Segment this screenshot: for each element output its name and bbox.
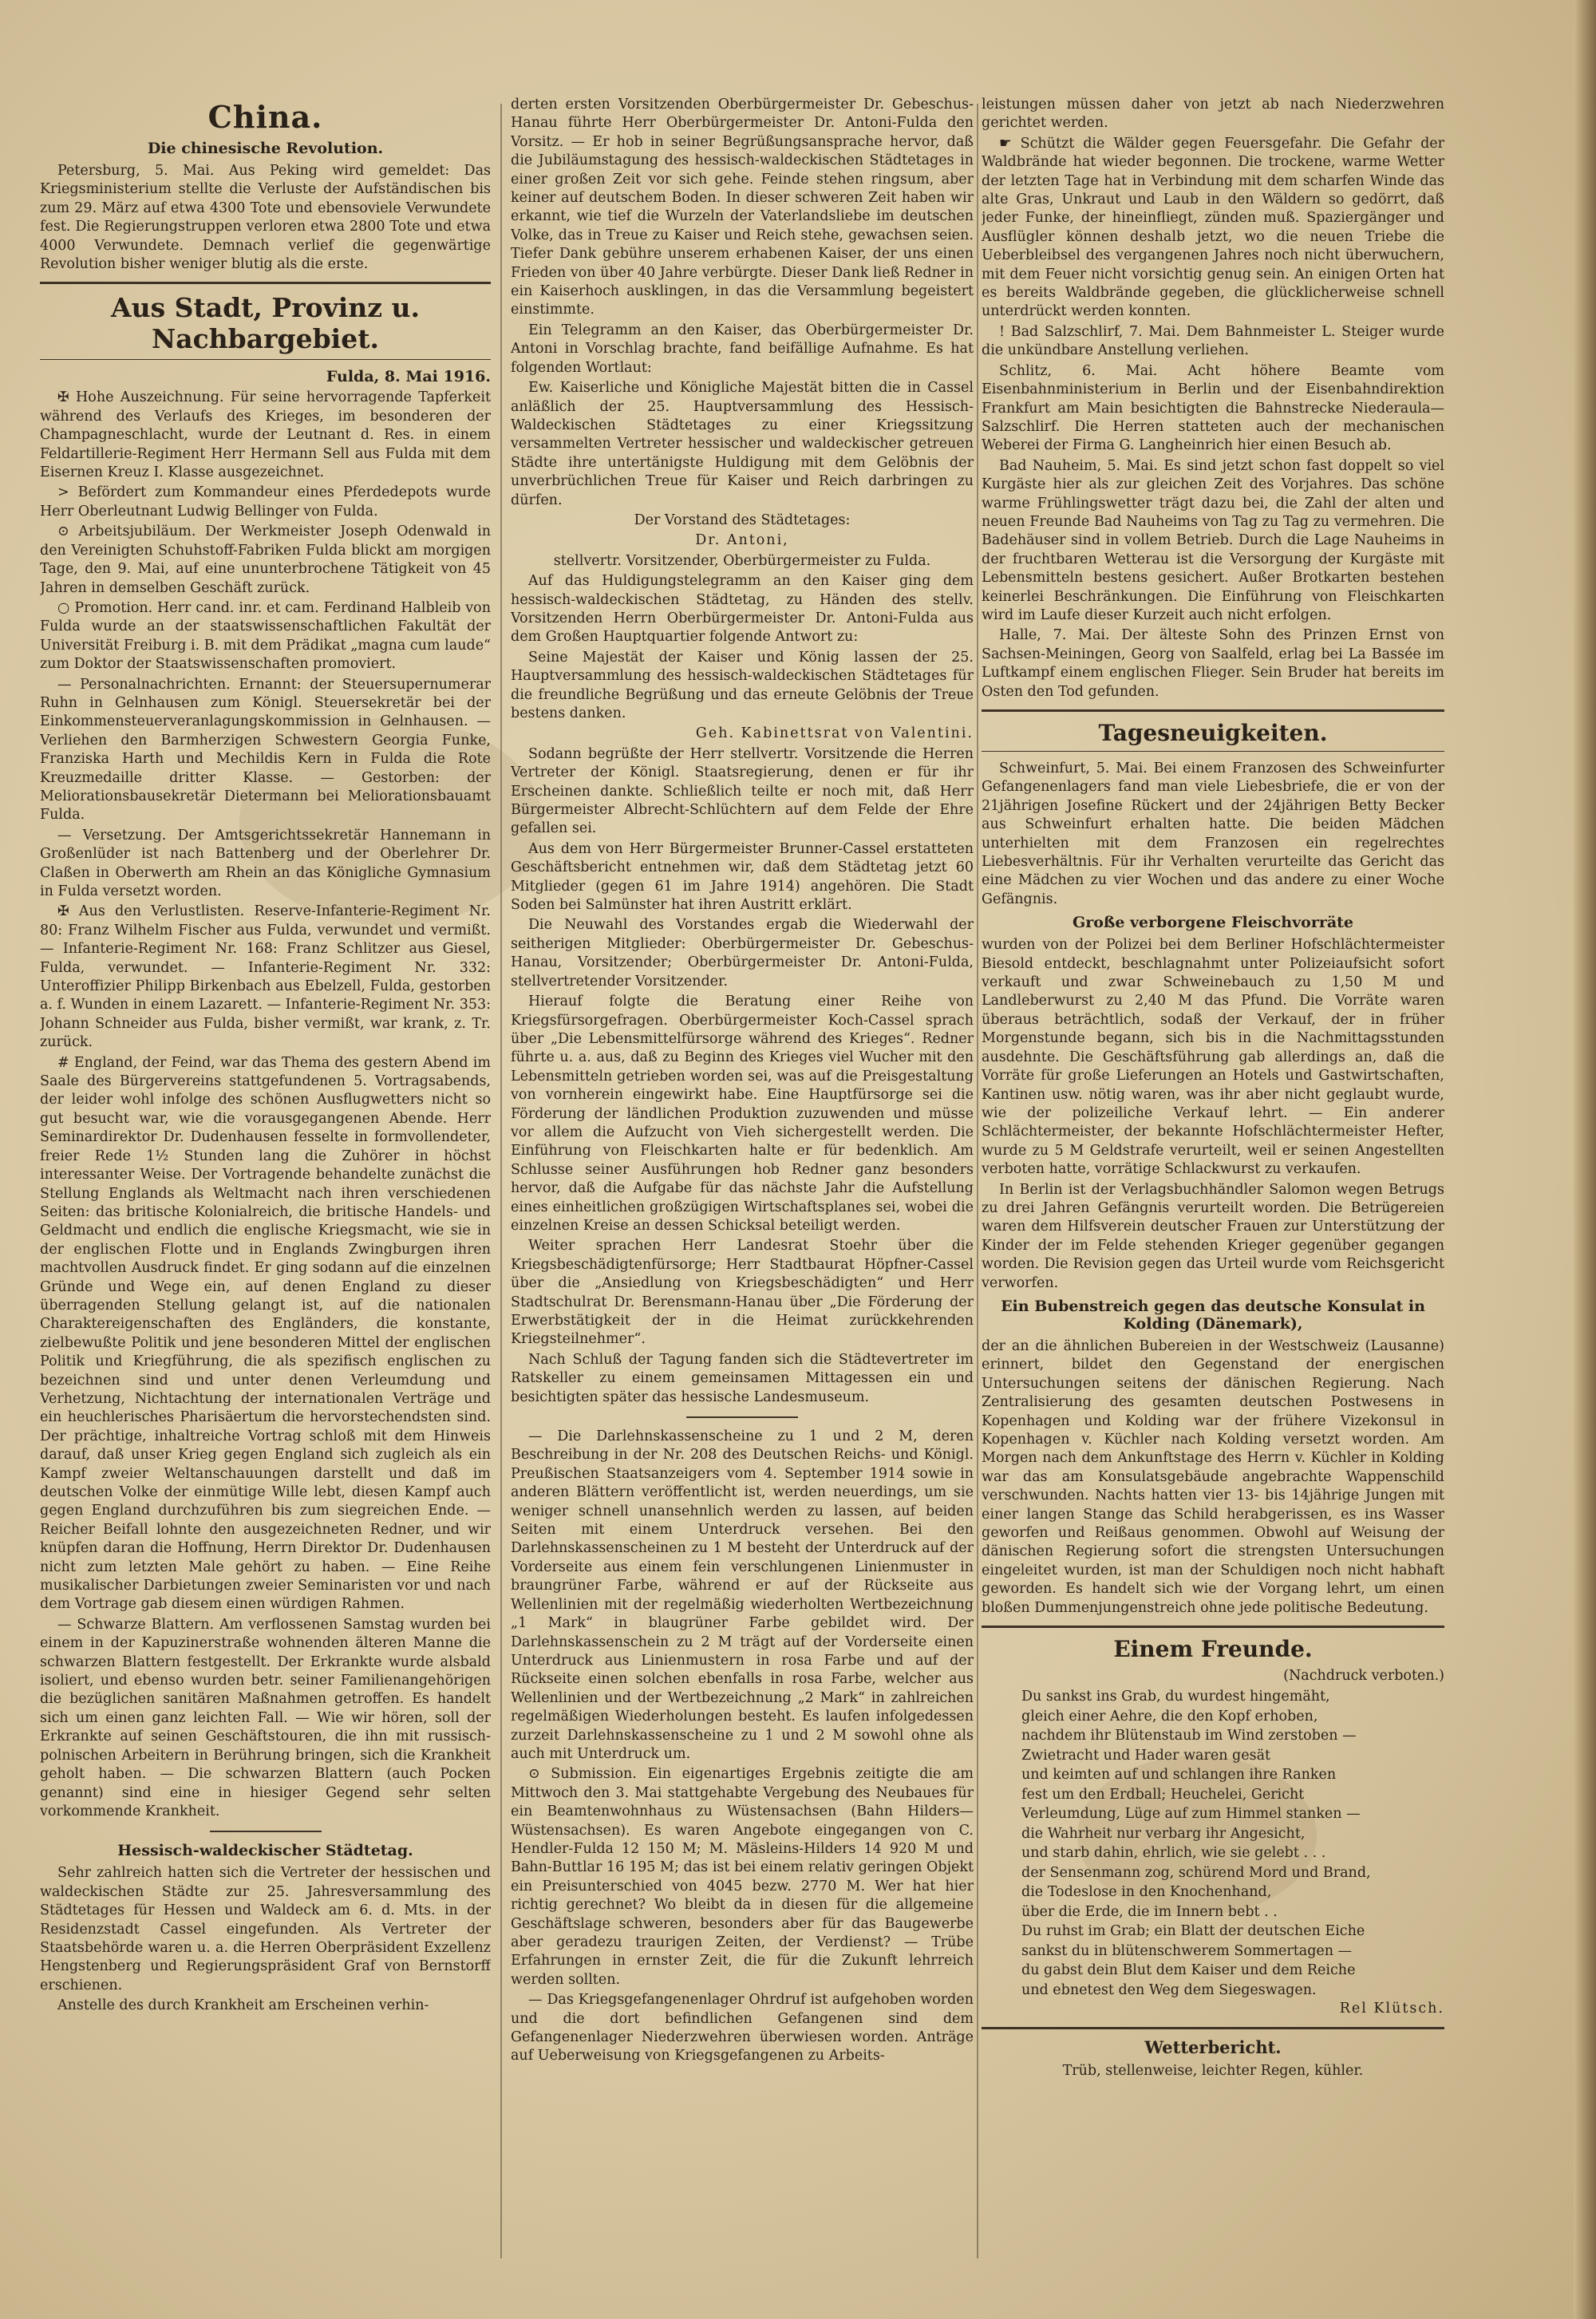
news-paragraph: Halle, 7. Mai. Der älteste Sohn des Prinzen Ernst von Sachsen-Meiningen, Georg von Saalfeld, erlag bei La Bassée im Luftkampf einem englischen Flieger. Sein Bruder hat bereits im Osten den Tod gefunden.: [982, 627, 1444, 700]
news-paragraph: Seine Majestät der Kaiser und König lassen der 25. Hauptversammlung des hessisch-waldeckischen Städtetages für die freundliche Begrüßung und das erneute Gelöbnis der Treue bestens danken.: [511, 649, 974, 721]
poem-line: Verleumdung, Lüge auf zum Himmel stanken —: [1021, 1806, 1361, 1823]
short-rule: [210, 1831, 322, 1832]
staedtetag-heading: Hessisch-waldeckischer Städtetag.: [117, 1842, 413, 1860]
column-2: [511, 96, 974, 2266]
poem: [982, 1687, 1444, 2000]
poem-line: Du sankst ins Grab, du wurdest hingemäht,: [1021, 1689, 1330, 1705]
china-subheading: Die chinesische Revolution.: [147, 140, 384, 157]
news-paragraph: ⊙ Submission. Ein eigenartiges Ergebnis zeitigte die am Mittwoch den 3. Mai stattgehabte Vergebung des Neubaues für ein Beamtenwohnhaus zu Wüstensachsen (Bahn Hilders—Wüstensachsen). Es waren Angebote eingegangen von C. Hendler-Fulda 12 150 M; M. Mäsleins-Hilders 14 920 M und Bahn-Buttlar 16 195 M; das ist bei einem relativ geringen Objekt ein Preisunterschied von 4045 bezw. 2770 M. Wer hat hier richtig gerechnet? Wo bleibt da in diesen für die allgemeine Geschäftslage schweren, besonders aber für das Baugewerbe aber geradezu traurigen Zeiten, der Verdienst? — Trübe Erfahrungen in ernster Zeit, die für die Zukunft lehrreich werden sollten.: [511, 1766, 974, 1988]
news-paragraph: Schweinfurt, 5. Mai. Bei einem Franzosen des Schweinfurter Gefangenenlagers fand man viele Liebesbriefe, die er von der 21jährigen Josefine Rückert und der 24jährigen Betty Becker aus Schweinfurt erhalten hatte. Die beiden Mädchen unterhielten mit dem Franzosen ein regelrechtes Liebesverhältnis. Für ihr Verhalten verurteilte das Gericht das eine Mädchen zu vier Wochen und das andere zu einer Woche Gefängnis.: [982, 760, 1444, 907]
poem-line: sankst du in blütenschwerem Sommertagen —: [1021, 1942, 1353, 1959]
page-binding-edge: [1574, 0, 1596, 2319]
section-title-stadt: Aus Stadt, Provinz u. Nachbargebiet.: [110, 292, 421, 355]
news-paragraph: — Personalnachrichten. Ernannt: der Steuersupernumerar Ruhn in Gelnhausen zum Königl. Steuersekretär bei der Einkommensteuerveranlagungskommission in Gelnhausen. — Verliehen den Barmherzigen Schwestern Georgia Funke, Franziska Harth und Mechildis Kern in Fulda die Rote Kreuzmedaille dritter Klasse. — Gestorben: der Meliorationsbausekretär Dietermann bei Meliorationsbauamt Fulda.: [40, 676, 491, 824]
poem-author: Rel Klütsch.: [1339, 2001, 1444, 2017]
short-rule: [686, 1416, 798, 1418]
poem-line: die Todeslose in den Knochenhand,: [1021, 1884, 1272, 1901]
poem-line: und ebnetest den Weg dem Siegeswagen.: [1021, 1981, 1317, 1998]
news-paragraph: Auf das Huldigungstelegramm an den Kaiser ging dem hessisch-waldeckischen Städtetag, zu Händen des stellv. Vorsitzenden Herrn Oberbürgermeister Dr. Antoni-Fulda aus dem Großen Hauptquartier folgende Antwort zu:: [511, 573, 974, 646]
section-rule: [982, 2027, 1444, 2029]
news-paragraph: Hierauf folgte die Beratung einer Reihe von Kriegsfürsorgefragen. Oberbürgermeister Koch-Cassel sprach über „Die Lebensmittelfürsorge während des Krieges“. Redner führte u. a. aus, daß zu Beginn des Krieges viel Wucher mit den Lebensmitteln getrieben worden sei, was auf die Preisgestaltung von vornherein eingewirkt habe. Eine Hauptfürsorge sei die Förderung der ländlichen Produktion zuzuwenden und müsse vor allem die Aufzucht von Vieh sichergestellt werden. Die Einführung von Fleischkarten halte er für bedenklich. Am Schlusse seiner Ausführungen hob Redner ganz besonders hervor, daß die Aufgabe für das nächste Jahr die Aufstellung eines einheitlichen großzügigen Wirtschaftsplanes sei, wobei die einzelnen Kreise an dessen Schicksal beteiligt werden.: [511, 994, 974, 1234]
telegram-text: Ew. Kaiserliche und Königliche Majestät bitten die in Cassel anläßlich der 25. Hauptversammlung des Hessisch-Waldeckischen Städtetages zu einer Kriegssitzung versammelten Vertreter hessischer und waldeckischer getreuen Städte ihre untertänigste Huldigung mit dem Gelöbnis der unverbrüchlichen Treue für Kaiser und Reich darbringen zu dürfen.: [511, 380, 974, 508]
section-rule: [982, 1626, 1444, 1628]
news-paragraph: Bad Nauheim, 5. Mai. Es sind jetzt schon fast doppelt so viel Kurgäste hier als zur gleichen Zeit des Vorjahres. Das schöne warme Frühlingswetter trägt dazu bei, die Zahl der alten und neuen Freunde Bad Nauheims von Tag zu Tag zu vermehren. Die Badehäuser sind in vollem Betrieb. Durch die Lage Nauheims in der fruchtbaren Wetterau ist die Versorgung der Kurgäste mit Lebensmitteln bestens gesichert. Außer Brotkarten bestehen keinerlei Beschränkungen. Die Einführung von Fleischkarten wird im Laufe dieser Kurzeit auch nicht erfolgen.: [982, 457, 1444, 623]
news-paragraph: # England, der Feind, war das Thema des gestern Abend im Saale des Bürgervereins stattgefundenen 5. Vortragsabends, der leider wohl infolge des schönen Ausflugwetters nicht so gut besucht war, wie die vorausgegangenen Abende. Herr Seminardirektor Dr. Dudenhausen fesselte in formvollendeter, freier Rede 1½ Stunden lang die Zuhörer in höchst interessanter Weise. Der Vortragende behandelte zunächst die Stellung Englands als Weltmacht nach ihren verschiedenen Seiten: das britische Kolonialreich, die britische Handels- und Geldmacht und endlich die englische Kriegsmacht, wie sie in der englischen Flotte und in Englands Zwingburgen ihren machtvollen Ausdruck findet. Er ging sodann auf die einzelnen Gründe und Wege ein, auf denen England zu dieser überragenden Stellung gelangt ist, auf die nationalen Charaktereigenschaften des Engländers, die konstante, zielbewußte Politik und jene besonderen Mittel der englischen Politik und Kriegführung, die als spezifisch englischen zu bezeichnen sind und unter denen Verleumdung und Verhetzung, Nichtachtung der internationalen Verträge und ein heuchlerisches Pharisäertum die hervorstechendsten sind. Der prächtige, inhaltreiche Vortrag schloß mit dem Hinweis darauf, daß unser Krieg gegen England sich zugleich als ein Kampf zweier Weltanschauungen darstellt und daß im deutschen Volke der einmütige Wille lebt, diesen Kampf auch gegen England durchzuführen bis zum siegreichen Ende. — Reicher Beifall lohnte den ausgezeichneten Redner, und wir knüpfen daran die Hoffnung, Herrn Direktor Dr. Dudenhausen nicht zum letzten Male gehört zu haben. — Eine Reihe musikalischer Darbietungen zweier Seminaristen vor und nach dem Vortrage gab diesem einen würdigen Rahmen.: [40, 1054, 491, 1613]
news-paragraph: Schlitz, 6. Mai. Acht höhere Beamte vom Eisenbahnministerium in Berlin und der Eisenbahndirektion Frankfurt am Main besichtigten die Bahnstrecke Niederaula—Salzschlirf. Die Herren statteten auch der mechanischen Weberei der Firma G. Langheinrich hier einen Besuch ab.: [982, 362, 1444, 454]
column-rule: [500, 104, 502, 2258]
section-rule-thin: [982, 751, 1444, 752]
section-rule-thin: [40, 359, 491, 360]
news-paragraph: Ein Telegramm an den Kaiser, das Oberbürgermeister Dr. Antoni in Vorschlag brachte, fand beifällige Aufnahme. Es hat folgenden Wortlaut:: [511, 322, 974, 376]
fleisch-heading: Große verborgene Fleischvorräte: [1072, 914, 1354, 932]
signature-name: Dr. Antoni,: [695, 532, 789, 549]
dateline: Fulda, 8. Mai 1916.: [326, 368, 491, 386]
signature-line: Der Vorstand des Städtetages:: [634, 512, 851, 528]
news-paragraph: — Schwarze Blattern. Am verflossenen Samstag wurden bei einem in der Kapuzinerstraße wohnenden älteren Manne die schwarzen Blattern festgestellt. Der Erkrankte wurde alsbald isoliert, und ebenso wurden betr. seiner Familienangehörigen die bezüglichen sanitären Maßnahmen getroffen. Es handelt sich um einen ganz leichten Fall. — Wie wir hören, soll der Erkrankte auf seinen Geschäftstouren, die ihn mit russisch-polnischen Arbeitern in Berührung bringen, sich die Krankheit geholt haben. — Die schwarzen Blattern (auch Pocken genannt) sind eine in hiesiger Gegend sehr selten vorkommende Krankheit.: [40, 1616, 491, 1819]
news-paragraph: ☛ Schützt die Wälder gegen Feuersgefahr. Die Gefahr der Waldbrände hat wieder begonnen. Die trockene, warme Wetter der letzten Tage hat in Verbindung mit dem scharfen Winde das alte Gras, Unkraut und Laub in den Wäldern so gedörrt, daß jeder Funke, der hineinfliegt, zünden muß. Spaziergänger und Ausflügler können deshalb jetzt, wo die neuen Triebe die Ueberbleibsel des vergangenen Jahres noch nicht überwuchern, mit dem Feuer nicht vorsichtig genug sein. An einigen Orten hat es bereits Waldbrände gegeben, die glücklicherweise schnell unterdrückt werden konnten.: [982, 135, 1444, 320]
news-paragraph: — Das Kriegsgefangenenlager Ohrdruf ist aufgehoben worden und die dort befindlichen Gefangenen sind dem Gefangenenlager Niederzwehren überwiesen worden. Anträge auf Ueberweisung von Kriegsgefangenen zu Arbeits-: [511, 1992, 974, 2064]
reprint-note: (Nachdruck verboten.): [1283, 1668, 1444, 1685]
news-paragraph: der an die ähnlichen Bubereien in der Westschweiz (Lausanne) erinnert, bildet den Gegenstand der energischen Untersuchungen seitens der dänischen Regierung. Nach Zentralisierung des gesamten deutschen Postwesens in Kopenhagen und Kolding war der frühere Vizekonsul in Kopenhagen v. Küchler nach Kolding versetzt worden. Am Morgen nach dem Ankunftstage des Herrn v. Küchler in Kolding war das am Konsulatsgebäude angebrachte Wappenschild verschwunden. Nachts hatten vier 13- bis 14jährige Jungen mit einer langen Stange das Schild herabgerissen, es ins Wasser geworfen und Reißaus genommen. Obwohl auf Weisung der dänischen Regierung sofort die strengsten Untersuchungen eingeleitet wurden, ist man der Schuldigen noch nicht habhaft geworden. Es handelt sich wie der Vorgang lehrt, um einen bloßen Dummenjungenstreich ohne jede politische Bedeutung.: [982, 1337, 1444, 1616]
news-paragraph: Anstelle des durch Krankheit am Erscheinen verhin-: [57, 1997, 429, 2014]
poem-line: nachdem ihr Blütenstaub im Wind zerstoben —: [1021, 1728, 1357, 1744]
news-paragraph: ! Bad Salzschlirf, 7. Mai. Dem Bahnmeister L. Steiger wurde die unkündbare Anstellung verliehen.: [982, 323, 1444, 359]
poem-line: Du ruhst im Grab; ein Blatt der deutschen Eiche: [1021, 1923, 1365, 1940]
section-title-freund: Einem Freunde.: [1113, 1636, 1313, 1663]
section-rule: [982, 709, 1444, 712]
news-paragraph: ✠ Hohe Auszeichnung. Für seine hervorragende Tapferkeit während des Verlaufs des Krieges, im besonderen der Champagneschlacht, wurde der Leutnant d. Res. in einem Feldartillerie-Regiment Herr Hermann Sell aus Fulda mit dem Eisernen Kreuz I. Klasse ausgezeichnet.: [40, 389, 491, 481]
signature-role: stellvertr. Vorsitzender, Oberbürgermeister zu Fulda.: [553, 552, 931, 569]
news-paragraph: Aus dem von Herr Bürgermeister Brunner-Cassel erstatteten Geschäftsbericht entnehmen wir, daß dem Städtetag jetzt 60 Mitglieder (gegen 61 im Jahre 1914) angehören. Die Stadt Soden bei Salmünster hat ihren Austritt erklärt.: [511, 840, 974, 914]
poem-line: du gabst dein Blut dem Kaiser und dem Reiche: [1021, 1962, 1356, 1979]
news-paragraph: Sehr zahlreich hatten sich die Vertreter der hessischen und waldeckischen Städte zur 25. Jahresversammlung des Städtetages für Hessen und Waldeck am 6. d. Mts. in der Residenzstadt Cassel eingefunden. Als Vertreter der Staatsbehörde waren u. a. die Herren Oberpräsident Exzellenz Hengstenberg und Regierungspräsident Graf von Bernstorff erschienen.: [40, 1865, 491, 1993]
news-paragraph: Nach Schluß der Tagung fanden sich die Städtevertreter im Ratskeller zu einem gemeinsamen Mittagessen ein und besichtigten später das hessische Landesmuseum.: [511, 1351, 974, 1405]
news-paragraph: In Berlin ist der Verlagsbuchhändler Salomon wegen Betrugs zu drei Jahren Gefängnis verurteilt worden. Die Betrügereien waren dem Hilfsverein deutscher Frauen zur Unterstützung der Kinder der im Felde stehenden Krieger gegenüber gegangen worden. Die Revision gegen das Urteil wurde vom Reichsgericht verworfen.: [982, 1181, 1444, 1291]
poem-line: und starb dahin, ehrlich, wie sie gelebt . . .: [1021, 1845, 1326, 1862]
poem-line: Zwietracht und Hader waren gesät: [1021, 1747, 1271, 1764]
news-paragraph: Weiter sprachen Herr Landesrat Stoehr über die Kriegsbeschädigtenfürsorge; Herr Stadtbaurat Höpfner-Cassel über die „Ansiedlung von Kriegsbeschädigten“ und Herr Stadtschulrat Dr. Berensmann-Hanau über „Die Förderung der Erwerbstätigkeit der in die Heimat zurückkehrenden Kriegsteilnehmer“.: [511, 1238, 974, 1348]
poem-line: fest um den Erdball; Heuchelei, Gericht: [1021, 1786, 1305, 1803]
news-paragraph: Sodann begrüßte der Herr stellvertr. Vorsitzende die Herren Vertreter der Königl. Staatsregierung, denen er für ihr Erscheinen dankte. Schließlich teilte er noch mit, daß Herr Bürgermeister Albrecht-Schlüchtern auf dem Felde der Ehre gefallen sei.: [511, 745, 974, 837]
poem-line: die Wahrheit nur verbarg ihr Angesicht,: [1021, 1825, 1306, 1842]
poem-line: gleich einer Aehre, die den Kopf erhoben,: [1021, 1708, 1318, 1724]
news-paragraph: leistungen müssen daher von jetzt ab nach Niederzwehren gerichtet werden.: [982, 97, 1444, 132]
section-rule: [40, 282, 491, 284]
news-paragraph: ✠ Aus den Verlustlisten. Reserve-Infanterie-Regiment Nr. 80: Franz Wilhelm Fischer aus Fulda, verwundet und vermißt. — Infanterie-Regiment Nr. 168: Franz Schlitzer aus Giesel, Fulda, verwundet. — Infanterie-Regiment Nr. 332: Unteroffizier Philipp Birkenbach aus Ebelzell, Fulda, gestorben a. f. Wunden in einem Lazarett. — Infanterie-Regiment Nr. 353: Johann Schneider aus Fulda, bisher vermißt, war krank, z. Tr. zurück.: [40, 903, 491, 1051]
column-1: [40, 96, 491, 2266]
news-paragraph: wurden von der Polizei bei dem Berliner Hofschlächtermeister Biesold entdeckt, beschlagnahmt unter Polizeiaufsicht sofort verkauft und zwar Schweinebauch zu 1,50 M und Landleberwurst zu 2,40 M das Pfund. Die Vorräte waren überaus beträchtlich, sodaß der Verkauf, der in früher Morgenstunde begann, sich bis in die Nachmittagsstunden ausdehnte. Die Geschäftsführung gab allerdings an, daß die Vorräte für große Lieferungen an Hotels und Gastwirtschaften, Kantinen usw. nötig waren, was ihr aber nicht geglaubt wurde, wie der polizeiliche Verkauf lehrt. — Ein anderer Schlächtermeister, der bekannte Hofschlächtermeister Hefter, wurde zu 5 M Geldstrafe verurteilt, weil er seinen Angestellten verboten hatte, vorrätige Schlackwurst zu verkaufen.: [982, 937, 1444, 1178]
column-3: [982, 96, 1444, 2274]
poem-line: über die Erde, die im Innern bebt . .: [1021, 1903, 1278, 1920]
news-paragraph: ○ Promotion. Herr cand. inr. et cam. Ferdinand Halbleib von Fulda wurde an der staatswissenschaftlichen Fakultät der Universität Freiburg i. B. mit dem Prädikat „magna cum laude“ zum Doktor der Staatswissenschaften promoviert.: [40, 599, 491, 673]
news-paragraph: derten ersten Vorsitzenden Oberbürgermeister Dr. Gebeschus-Hanau führte Herr Oberbürgermeister Dr. Antoni-Fulda den Vorsitz. — Er hob in seiner Begrüßungsansprache hervor, daß die Jubiläumstagung des hessisch-waldeckischen Städtetages in einer großen Zeit vor sich gehe. Feinde stehen ringsum, aber keiner auf deutschem Boden. In dieser schweren Zeit haben wir erkannt, wie tief die Wurzeln der Vaterlandsliebe im deutschen Volke, das in Treue zu Kaiser und Reich stehe, gewachsen seien. Tiefer Dank gebühre unserem erhabenen Kaiser, der uns einen Frieden von über 40 Jahre verbürgte. Dieser Dank ließ Redner in ein Kaiserhoch ausklingen, in das die Versammlung begeistert einstimmte.: [511, 97, 974, 318]
news-paragraph: — Die Darlehnskassenscheine zu 1 und 2 M, deren Beschreibung in der Nr. 208 des Deutschen Reichs- und Königl. Preußischen Staatsanzeigers vom 4. September 1914 sowie in anderen Blättern veröffentlicht ist, werden neuerdings, um sie weniger schnell unansehnlich werden zu lassen, auf beiden Seiten mit einem Unterdruck versehen. Bei den Darlehnskassenscheinen zu 1 M besteht der Unterdruck auf der Vorderseite aus einem fein verschlungenen Linienmuster in braungrüner Farbe, während er auf der Rückseite aus Wellenlinien mit der regelmäßig wiederholten Wertbezeichnung „1 Mark“ in blaugrüner Farbe gebildet wird. Der Darlehnskassenschein zu 2 M trägt auf der Vorderseite einen Unterdruck aus Linienmustern in rosa Farbe und auf der Rückseite einen solchen ebenfalls in rosa Farbe, welcher aus Wellenlinien und der Wertbezeichnung „2 Mark“ in zahlreichen regelmäßigen Wiederholungen besteht. Es laufen infolgedessen zurzeit Darlehnskassenscheine zu 1 und 2 M sowohl ohne als auch mit Unterdruck um.: [511, 1428, 974, 1762]
weather-heading: Wetterbericht.: [1144, 2037, 1282, 2057]
news-paragraph: Die Neuwahl des Vorstandes ergab die Wiederwahl der seitherigen Mitglieder: Oberbürgermeister Dr. Gebeschus-Hanau, Vorsitzender; Oberbürgermeister Dr. Antoni-Fulda, stellvertretender Vorsitzender.: [511, 917, 974, 990]
column-rule: [977, 104, 978, 2258]
signature-valentini: Geh. Kabinettsrat von Valentini.: [695, 725, 974, 742]
poem-line: der Sensenmann zog, schürend Mord und Brand,: [1021, 1864, 1371, 1881]
news-paragraph: ⊙ Arbeitsjubiläum. Der Werkmeister Joseph Odenwald in den Vereinigten Schuhstoff-Fabriken Fulda blickt am morgigen Tage, den 9. Mai, auf eine ununterbrochene Tätigkeit von 45 Jahren in demselben Geschäft zurück.: [40, 523, 491, 596]
news-paragraph: > Befördert zum Kommandeur eines Pferdedepots wurde Herr Oberleutnant Ludwig Bellinger von Fulda.: [40, 484, 491, 520]
weather-report: Trüb, stellenweise, leichter Regen, kühler.: [1062, 2062, 1364, 2079]
section-title-tagesneuigkeiten: Tagesneuigkeiten.: [1098, 720, 1328, 746]
bubenstreich-heading: Ein Bubenstreich gegen das deutsche Konsulat in Kolding (Dänemark),: [1001, 1297, 1425, 1333]
section-title-china: China.: [207, 99, 323, 135]
news-paragraph: — Versetzung. Der Amtsgerichtssekretär Hannemann in Großenlüder ist nach Battenberg und der Oberlehrer Dr. Claßen in Oberwerth am Rhein an das Königliche Gymnasium in Fulda versetzt worden.: [40, 827, 491, 899]
china-article: Petersburg, 5. Mai. Aus Peking wird gemeldet: Das Kriegsministerium stellte die Verluste der Aufständischen bis zum 29. März auf etwa 4300 Tote und ebensoviele Verwundete fest. Die Regierungstruppen verloren etwa 2800 Tote und etwa 4000 Verwundete. Demnach verlief die gegenwärtige Revolution bisher weniger blutig als die erste.: [40, 163, 491, 273]
poem-line: und keimten auf und schlangen ihre Ranken: [1021, 1767, 1337, 1784]
